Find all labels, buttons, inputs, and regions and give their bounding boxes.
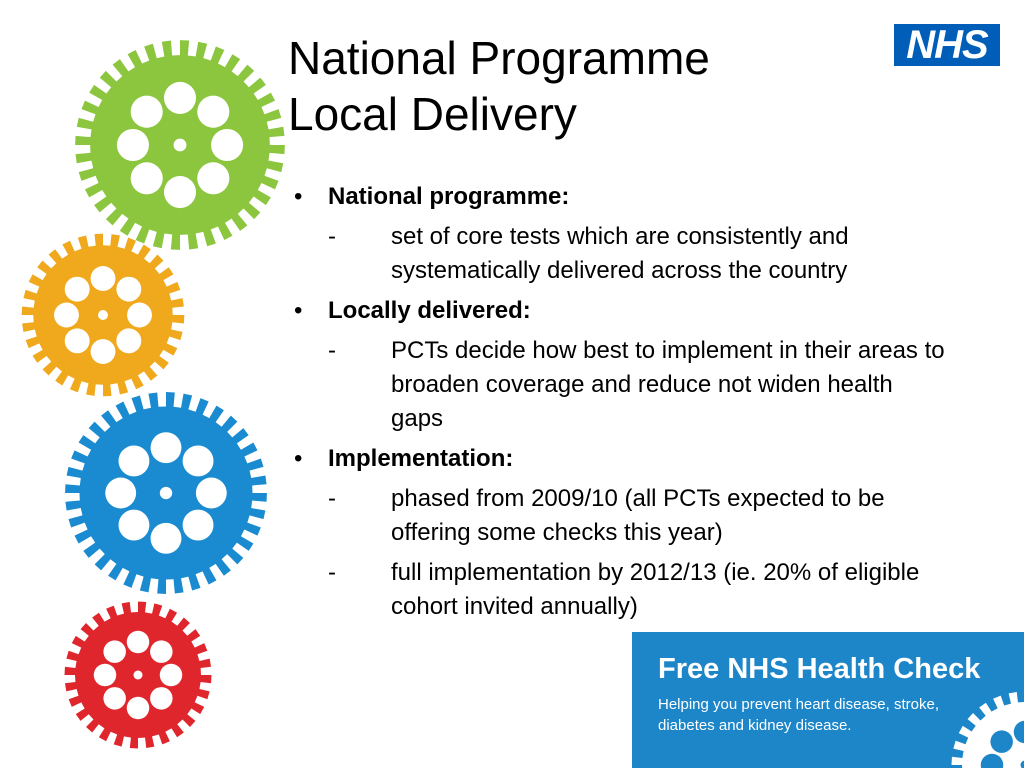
health-check-banner	[632, 632, 1024, 768]
sub-item-full-implementation: - full implementation by 2012/13 (ie. 20% of eligible cohort invited annually)	[292, 556, 951, 624]
sub-item-pcts-decide: - PCTs decide how best to implement in their areas to broaden coverage and reduce not widen health gaps	[292, 334, 951, 436]
orange-gear-icon	[20, 232, 186, 398]
sub-item-core-tests: - set of core tests which are consistently and systematically delivered across the country	[292, 220, 951, 288]
banner-subtitle: Helping you prevent heart disease, stroke, diabetes and kidney disease.	[658, 696, 939, 734]
title-line-1: National Programme	[288, 32, 710, 84]
bullet-implementation: • Implementation:	[292, 442, 972, 476]
sub-item-phased: - phased from 2009/10 (all PCTs expected to be offering some checks this year)	[292, 482, 951, 550]
title-line-2: Local Delivery	[288, 88, 577, 140]
nhs-logo: NHS	[894, 24, 1000, 66]
banner-gear-icon	[950, 690, 1024, 768]
slide-content	[292, 180, 972, 630]
bullet-locally-delivered: • Locally delivered:	[292, 294, 972, 328]
green-gear-icon	[73, 38, 287, 252]
bullet-national-programme: • National programme:	[292, 180, 972, 214]
slide-title	[288, 30, 848, 142]
banner-title: Free NHS Health Check	[658, 653, 981, 685]
red-gear-icon	[63, 600, 213, 750]
blue-gear-icon	[63, 390, 269, 596]
